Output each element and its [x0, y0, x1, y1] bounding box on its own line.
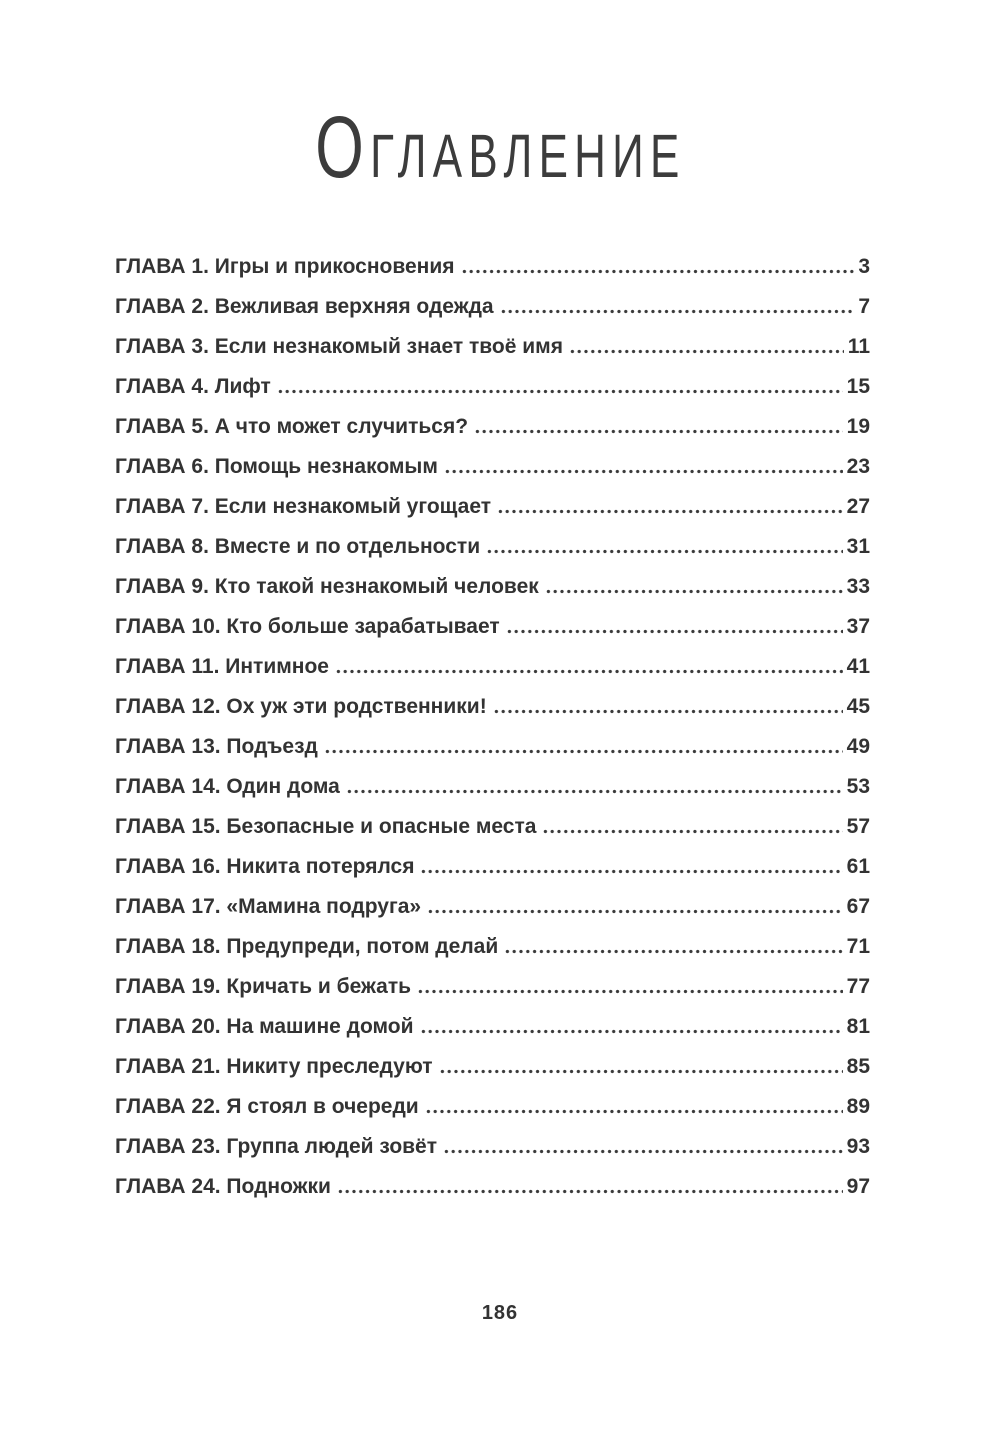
dot-leader — [504, 949, 842, 954]
dot-leader — [439, 1069, 843, 1074]
toc-entry — [115, 1016, 870, 1038]
dot-leader — [493, 709, 843, 714]
toc-entry-label: ГЛАВА 8. Вместе и по отдельности — [115, 535, 481, 558]
dot-leader — [420, 1029, 843, 1034]
toc-entry — [115, 1096, 870, 1118]
dot-leader — [497, 509, 843, 514]
toc-entry-label: ГЛАВА 16. Никита потерялся — [115, 855, 415, 878]
toc-entry-page: 23 — [846, 455, 870, 478]
toc-entry-page: 31 — [846, 535, 870, 558]
toc-entry-label: ГЛАВА 4. Лифт — [115, 375, 271, 398]
toc-list — [0, 186, 1000, 1198]
toc-entry-label: ГЛАВА 7. Если незнакомый угощает — [115, 495, 492, 518]
toc-entry-page: 27 — [846, 495, 870, 518]
toc-entry-label: ГЛАВА 11. Интимное — [115, 655, 329, 678]
toc-entry-label: ГЛАВА 18. Предупреди, потом делай — [115, 935, 499, 958]
dot-leader — [324, 749, 843, 754]
toc-entry-label: ГЛАВА 6. Помощь незнакомым — [115, 455, 438, 478]
toc-entry-page: 85 — [846, 1055, 870, 1078]
toc-entry-label: ГЛАВА 19. Кричать и бежать — [115, 975, 412, 998]
page-number: 186 — [481, 1302, 519, 1324]
toc-entry-label: ГЛАВА 12. Ох уж эти родственники! — [115, 695, 487, 718]
toc-entry — [115, 856, 870, 878]
toc-entry-page: 71 — [846, 935, 870, 958]
toc-entry — [115, 1176, 870, 1198]
toc-entry-label: ГЛАВА 10. Кто больше зарабатывает — [115, 615, 500, 638]
toc-entry-page: 89 — [846, 1095, 870, 1118]
toc-entry — [115, 536, 870, 558]
dot-leader — [420, 869, 842, 874]
toc-entry-page: 19 — [846, 415, 870, 438]
dot-leader — [506, 629, 843, 634]
toc-entry — [115, 936, 870, 958]
toc-entry-label: ГЛАВА 1. Игры и прикосновения — [115, 255, 455, 278]
dot-leader — [346, 789, 843, 794]
toc-entry-page: 45 — [846, 695, 870, 718]
dot-leader — [443, 1149, 843, 1154]
toc-entry-page: 53 — [846, 775, 870, 798]
toc-entry — [115, 576, 870, 598]
dot-leader — [500, 309, 855, 314]
toc-entry-label: ГЛАВА 24. Подножки — [115, 1175, 331, 1198]
dot-leader — [474, 429, 843, 434]
toc-entry-label: ГЛАВА 20. На машине домой — [115, 1015, 414, 1038]
toc-entry — [115, 976, 870, 998]
toc-entry — [115, 416, 870, 438]
toc-entry-page: 77 — [846, 975, 870, 998]
toc-entry — [115, 376, 870, 398]
toc-entry — [115, 296, 870, 318]
toc-entry — [115, 816, 870, 838]
toc-entry-label: ГЛАВА 17. «Мамина подруга» — [115, 895, 422, 918]
toc-entry — [115, 736, 870, 758]
dot-leader — [545, 589, 843, 594]
page-title-text: Оглавление — [314, 97, 686, 197]
toc-entry — [115, 696, 870, 718]
toc-entry-page: 97 — [846, 1175, 870, 1198]
dot-leader — [425, 1109, 843, 1114]
dot-leader — [461, 269, 855, 274]
dot-leader — [542, 829, 842, 834]
toc-entry — [115, 1056, 870, 1078]
toc-entry — [115, 616, 870, 638]
toc-entry-label: ГЛАВА 13. Подъезд — [115, 735, 318, 758]
toc-entry-label: ГЛАВА 9. Кто такой незнакомый человек — [115, 575, 539, 598]
page-title — [0, 0, 1000, 197]
toc-entry — [115, 456, 870, 478]
toc-entry-label: ГЛАВА 22. Я стоял в очереди — [115, 1095, 419, 1118]
toc-entry-page: 49 — [846, 735, 870, 758]
dot-leader — [335, 669, 843, 674]
dot-leader — [277, 389, 843, 394]
toc-entry-page: 33 — [846, 575, 870, 598]
dot-leader — [427, 909, 843, 914]
toc-entry — [115, 776, 870, 798]
toc-entry — [115, 496, 870, 518]
toc-entry — [115, 336, 870, 358]
toc-entry-label: ГЛАВА 3. Если незнакомый знает твоё имя — [115, 335, 563, 358]
dot-leader — [337, 1189, 843, 1194]
toc-entry — [115, 896, 870, 918]
toc-entry-page: 3 — [858, 255, 870, 278]
toc-entry-page: 11 — [847, 335, 870, 358]
toc-entry-page: 81 — [846, 1015, 870, 1038]
toc-entry-page: 7 — [858, 295, 870, 318]
toc-entry-page: 61 — [846, 855, 870, 878]
toc-entry-page: 41 — [846, 655, 870, 678]
dot-leader — [486, 549, 843, 554]
toc-entry-label: ГЛАВА 21. Никиту преследуют — [115, 1055, 433, 1078]
toc-entry — [115, 1136, 870, 1158]
toc-entry-page: 57 — [846, 815, 870, 838]
toc-entry — [115, 656, 870, 678]
toc-entry-page: 67 — [846, 895, 870, 918]
toc-entry-label: ГЛАВА 5. А что может случиться? — [115, 415, 469, 438]
toc-entry-label: ГЛАВА 2. Вежливая верхняя одежда — [115, 295, 494, 318]
toc-entry — [115, 256, 870, 278]
toc-entry-page: 15 — [846, 375, 870, 398]
dot-leader — [444, 469, 843, 474]
dot-leader — [569, 349, 844, 354]
toc-entry-page: 37 — [846, 615, 870, 638]
toc-entry-page: 93 — [846, 1135, 870, 1158]
toc-entry-label: ГЛАВА 14. Один дома — [115, 775, 340, 798]
toc-entry-label: ГЛАВА 15. Безопасные и опасные места — [115, 815, 537, 838]
toc-entry-label: ГЛАВА 23. Группа людей зовёт — [115, 1135, 438, 1158]
dot-leader — [417, 989, 843, 994]
